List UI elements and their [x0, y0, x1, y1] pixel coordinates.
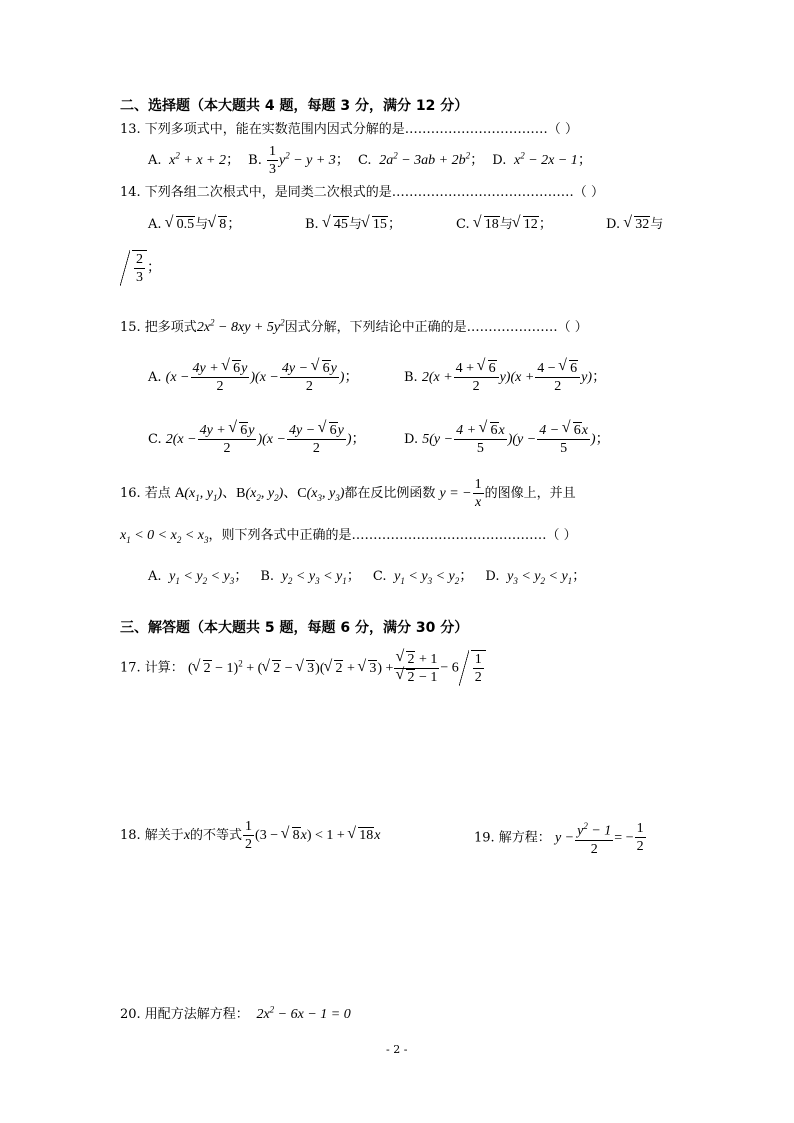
question-13-options: A. $x^2 + x + 2$； B. $\frac{1}{3}$ $y^2 - y + 3$； C. $2a^2 - 3ab + 2b^2$； D. $x^2 - 2x - 1$； — [148, 144, 592, 177]
question-16-line2: $x_1 < 0 < x_2 < x_3$，则下列各式中正确的是………………………………………（ ） — [120, 528, 577, 545]
question-18: 18. 解关于x的不等式 $\frac{1}{2}$ (3 − √ 8x) < 1 + √ 18x — [120, 818, 381, 853]
question-15-polynomial: $2x^2 - 8xy + 5y^2$ — [196, 317, 285, 335]
sqrt-12: √ 12 — [513, 217, 539, 233]
option-d-label: D. — [492, 153, 507, 168]
option-b-label: B. — [248, 153, 262, 168]
question-14-option-c: C. √ 18与√ 12； — [456, 213, 553, 233]
question-14-option-b: B. √ 45与√ 15； — [305, 213, 402, 233]
question-15-stem-pre: 15. 把多项式 — [120, 320, 197, 335]
question-19: 19. 解方程： y − $\frac{y^2 - 1}{2}$ = − $\frac{1}{2}$ — [474, 818, 647, 858]
question-17-stem: 17. 计算： — [120, 660, 184, 676]
fraction-one-third: $\frac{1}{3}$ — [268, 144, 276, 177]
option-c-label: C. — [372, 569, 387, 584]
sqrt-18: √ 18 — [474, 217, 500, 233]
option-a-label: A. — [148, 569, 162, 584]
option-a-label: A. — [148, 153, 162, 168]
sqrt-8: √ 8 — [208, 217, 227, 233]
page-number: - 2 - — [386, 1043, 408, 1056]
option-c-expr: $2a^2 - 3ab + 2b^2$ — [375, 150, 471, 168]
sqrt-15: √ 15 — [362, 217, 388, 233]
question-15-option-d: D. 5(y − $\frac{4 + √ 6x}{5}$ )(y − $\frac{4 - √ 6x}{5}$ )； — [404, 422, 610, 457]
option-a-joiner: 与 — [195, 217, 209, 232]
option-d-label: D. — [606, 217, 621, 232]
question-13-stem: 13. 下列多项式中，能在实数范围内因式分解的是……………………………（ ） — [120, 122, 578, 137]
option-d-label: D. — [485, 569, 500, 584]
sqrt-32: √ 32 — [624, 217, 650, 233]
question-15-option-a: A. (x − $\frac{4y + √ 6y}{2}$ )(x − $\frac{4y - √ 6y}{2}$ )； — [148, 360, 358, 395]
question-16-options: A. $y_1 < y_2 < y_3$； B. $y_2 < y_3 < y_1$； C. $y_1 < y_3 < y_2$； D. $y_3 < y_2 < y_1$； — [148, 569, 587, 586]
question-16-stem-post: 的图像上，并且 — [484, 486, 576, 501]
question-15-stem — [120, 316, 588, 336]
option-a-label: A. — [148, 370, 162, 385]
sqrt-two-thirds: $\frac{2}{3}$ — [120, 250, 147, 286]
question-19-stem: 19. 解方程： — [474, 830, 551, 846]
question-20-stem: 20. 用配方法解方程： — [120, 1007, 249, 1022]
option-c-joiner: 与 — [499, 217, 513, 232]
question-15-option-b: B. 2(x + $\frac{4 + √ 6}{2}$ y)(x + $\frac{4 - √ 6}{2}$ y)； — [404, 360, 606, 395]
option-a-expr: $x^2 + x + 2$ — [165, 150, 226, 168]
question-16-line2-post: ，则下列各式中正确的是………………………………………（ ） — [208, 528, 577, 543]
option-c-label: C. — [357, 153, 372, 168]
option-b-joiner: 与 — [348, 217, 362, 232]
option-b-label: B. — [305, 217, 319, 232]
sqrt-0-5: √ 0.5 — [166, 217, 196, 233]
option-b-label: B. — [404, 370, 418, 385]
option-a-label: A. — [148, 217, 162, 232]
section-title-answer: 三、解答题（本大题共 5 题，每题 6 分，满分 30 分） — [120, 620, 469, 636]
question-16-stem-mid: 都在反比例函数 — [344, 486, 436, 501]
question-16-stem: 16. 若点 $A(x_1$, $y_1$)、$B(x_2$, $y_2$)、$C(x_3$, $y_3$)都在反比例函数 y = − $\frac{1}{x}$ 的图像上，并且 — [120, 477, 576, 510]
sqrt-one-half: $\frac{1}{2}$ — [459, 650, 486, 686]
question-15-option-c: C. 2(x − $\frac{4y + √ 6y}{2}$ )(x − $\frac{4y - √ 6y}{2}$ )； — [148, 422, 366, 457]
option-d-label: D. — [404, 432, 419, 447]
question-18-stem-post: 的不等式 — [190, 828, 243, 843]
question-18-stem-pre: 18. 解关于 — [120, 828, 184, 843]
option-d-expr: $x^2 - 2x - 1$ — [510, 150, 578, 168]
option-b-label: B. — [260, 569, 275, 584]
question-14-stem: 14. 下列各组二次根式中，是同类二次根式的是……………………………………（ ） — [120, 185, 604, 200]
question-17: 17. 计算： (√ 2 − 1)$^2$ + (√ 2 − √ 3)(√ 2 + √ 3) + √ 2 + 1 √ 2 − 1 − 6 $\frac{1}{2}$ — [120, 650, 486, 686]
question-15-stem-post: 因式分解，下列结论中正确的是…………………（ ） — [284, 320, 588, 335]
question-14-option-a: A. √ 0.5与√ 8； — [148, 213, 241, 233]
option-c-label: C. — [148, 432, 162, 447]
question-14-option-d — [606, 213, 663, 233]
option-c-label: C. — [456, 217, 470, 232]
option-b-expr: $y^2 - y + 3$ — [278, 150, 336, 168]
section-title-choice: 二、选择题（本大题共 4 题，每题 3 分，满分 12 分） — [120, 98, 469, 114]
option-d-joiner: 与 — [650, 217, 664, 232]
question-16-stem-pre: 16. 若点 A — [120, 486, 185, 501]
question-14-option-d-cont: $\frac{2}{3}$ ； — [120, 250, 161, 286]
sqrt-45: √ 45 — [323, 217, 349, 233]
question-20: 20. 用配方法解方程： $2x^2 - 6x - 1 = 0$ — [120, 1004, 351, 1022]
